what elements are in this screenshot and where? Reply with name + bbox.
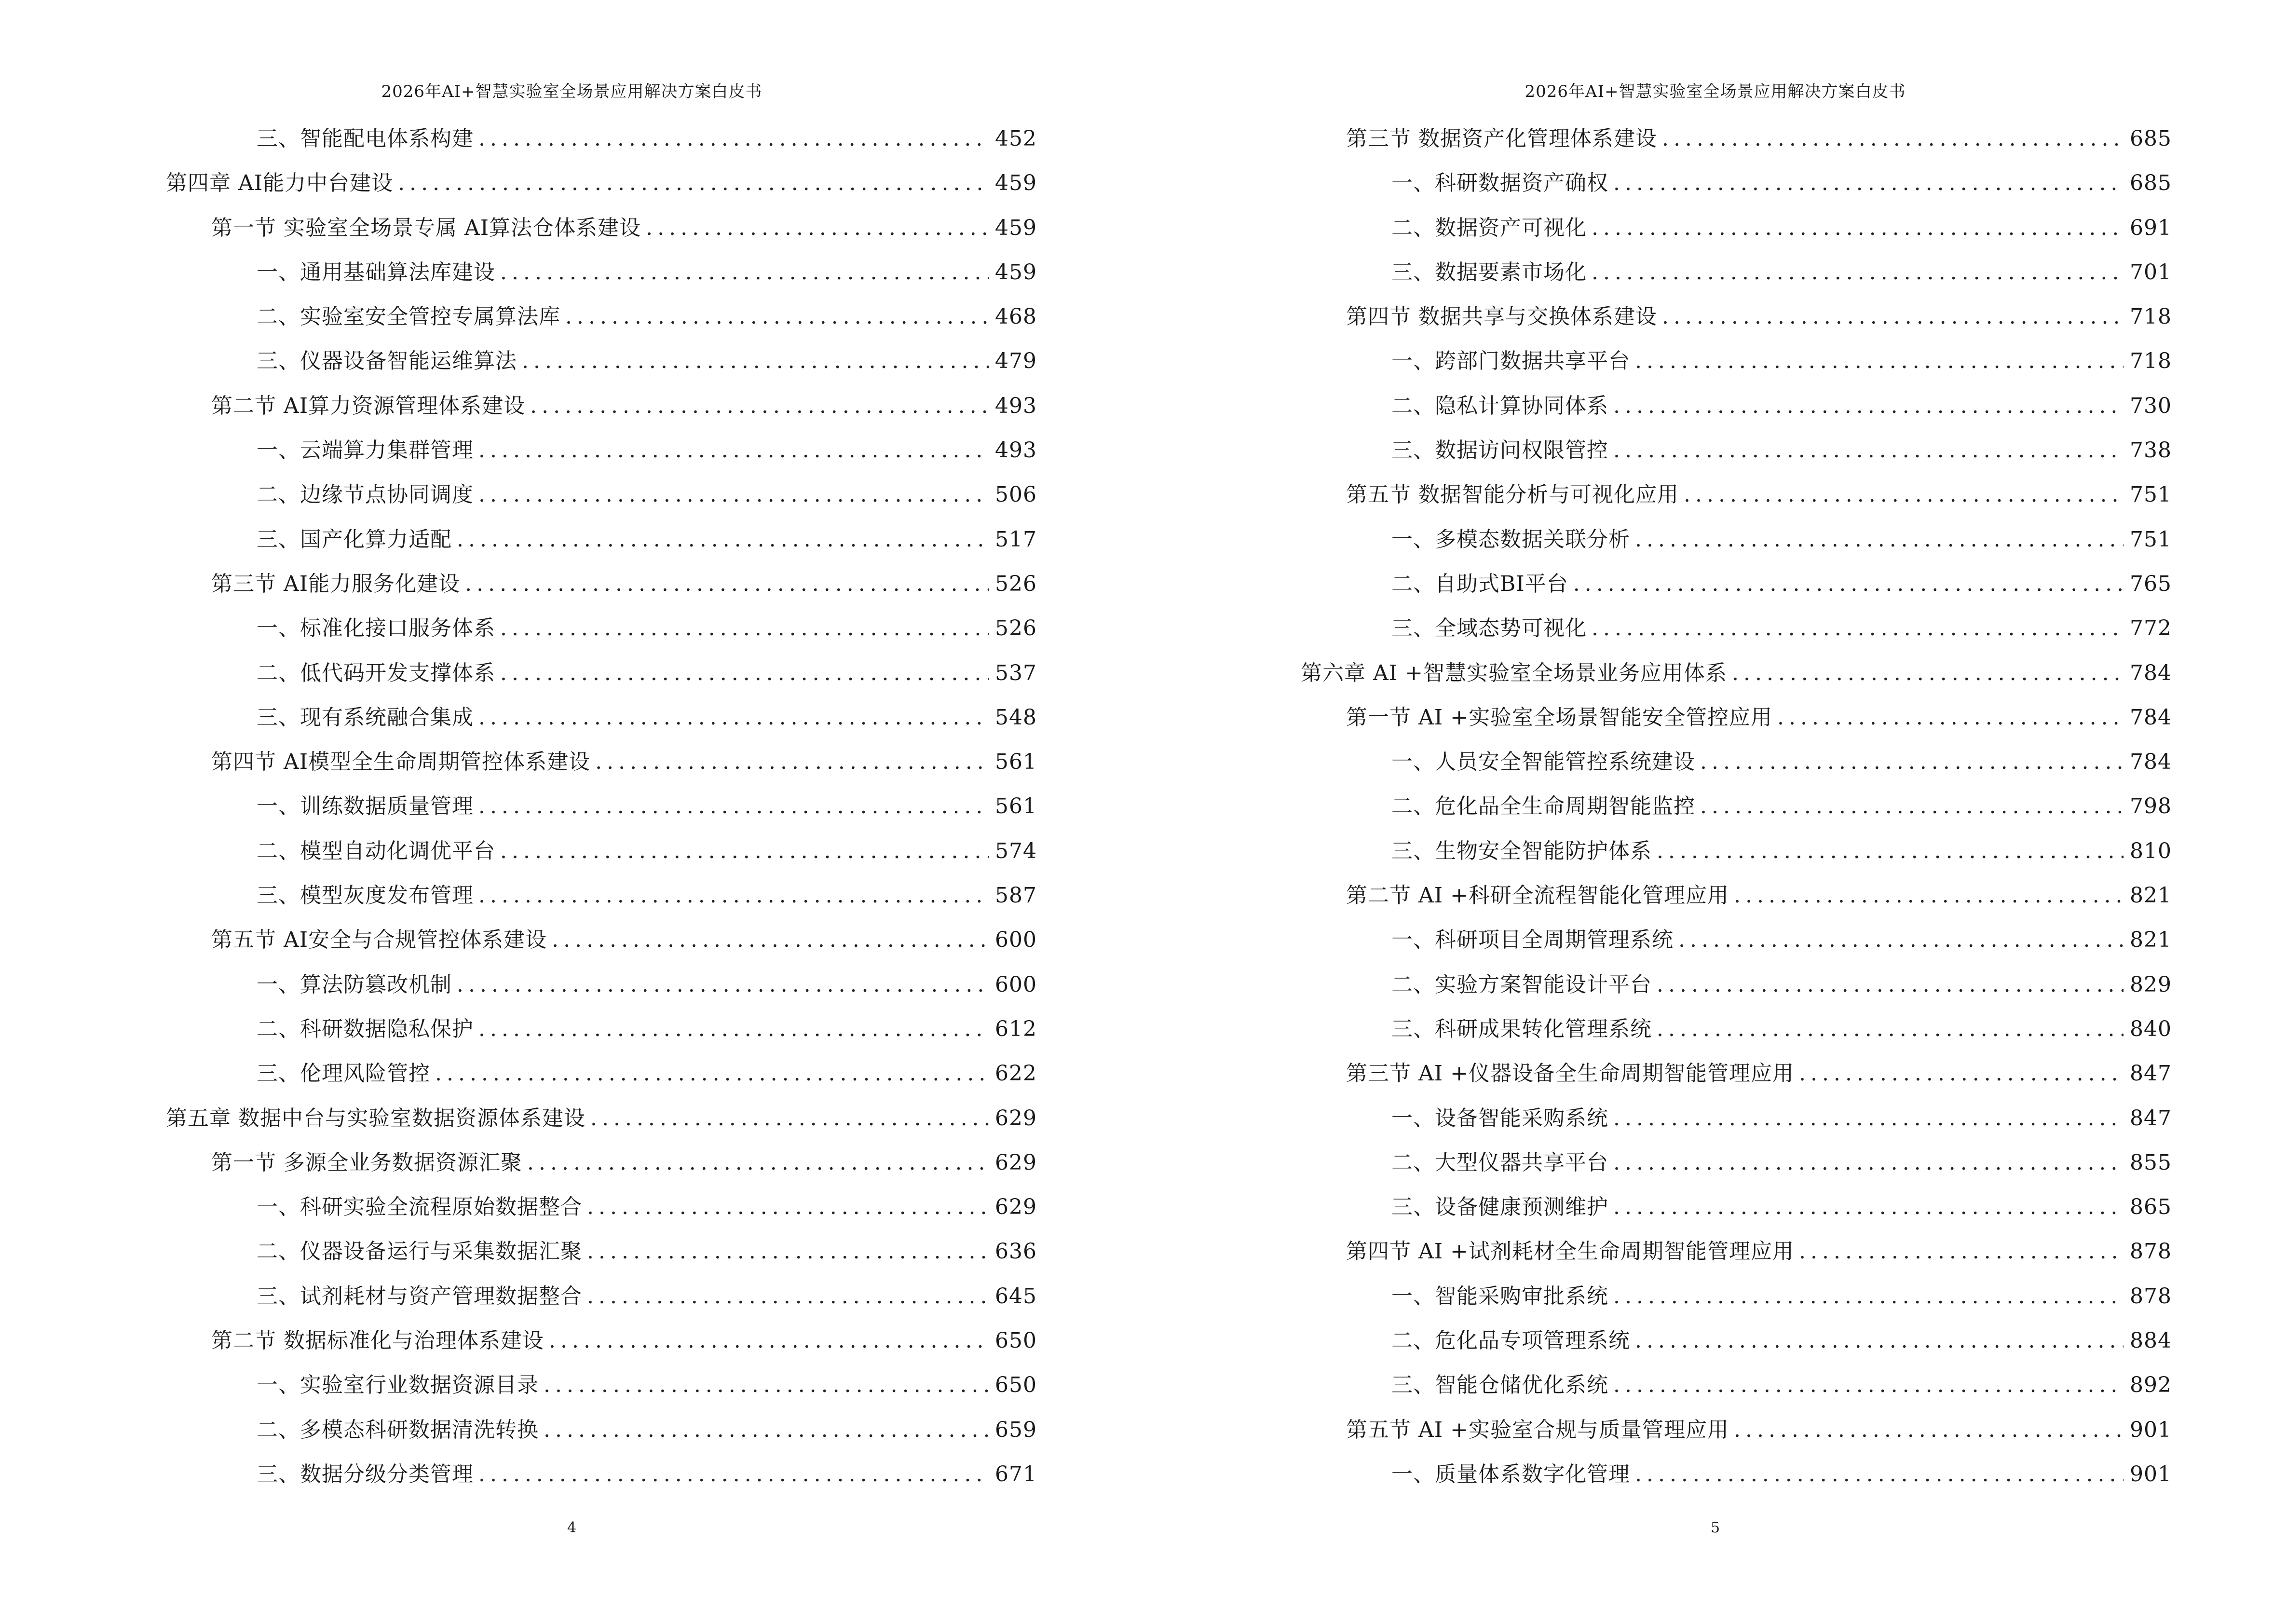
- dot-leader: [1662, 295, 2124, 339]
- toc-entry-page-number: 878: [2130, 1283, 2172, 1309]
- toc-entry-page-number: 810: [2130, 838, 2172, 863]
- toc-entry[interactable]: [166, 384, 1037, 428]
- toc-entry-title: 二、低代码开发支撑体系: [257, 660, 495, 685]
- toc-entry-page-number: 884: [2130, 1328, 2172, 1353]
- toc-entry-title: 三、模型灰度发布管理: [257, 883, 474, 908]
- toc-entry[interactable]: [1301, 1229, 2172, 1274]
- toc-entry-page-number: 629: [995, 1195, 1037, 1220]
- toc-entry-title: 一、标准化接口服务体系: [257, 616, 495, 641]
- dot-leader: [457, 963, 989, 1007]
- toc-entry[interactable]: [166, 250, 1037, 295]
- toc-entry-page-number: 685: [2130, 171, 2172, 196]
- toc-entry-page-number: 636: [995, 1239, 1037, 1264]
- toc-entry-title: 三、试剂耗材与资产管理数据整合: [257, 1283, 582, 1309]
- toc-entry-page-number: 784: [2130, 750, 2172, 775]
- toc-entry[interactable]: [1301, 651, 2172, 696]
- toc-entry[interactable]: [166, 295, 1037, 339]
- toc-entry-title: 三、数据分级分类管理: [257, 1461, 474, 1487]
- dot-leader: [1592, 606, 2124, 651]
- toc-entry[interactable]: [1301, 1141, 2172, 1185]
- toc-entry-page-number: 574: [995, 838, 1037, 863]
- dot-leader: [549, 1319, 989, 1363]
- dot-leader: [1613, 1185, 2124, 1229]
- toc-entry-title: 二、隐私计算协同体系: [1391, 393, 1608, 418]
- toc-entry[interactable]: [1301, 562, 2172, 606]
- dot-leader: [544, 1363, 989, 1407]
- toc-entry-page-number: 784: [2130, 705, 2172, 730]
- toc-entry-page-number: 765: [2130, 571, 2172, 596]
- toc-entry[interactable]: [166, 562, 1037, 606]
- toc-entry[interactable]: [166, 1319, 1037, 1363]
- toc-entry[interactable]: [166, 1452, 1037, 1497]
- dot-leader: [1592, 206, 2124, 250]
- toc-entry-page-number: 784: [2130, 660, 2172, 685]
- toc-entry[interactable]: [1301, 295, 2172, 339]
- toc-entry-page-number: 459: [995, 171, 1037, 196]
- toc-entry-page-number: 671: [995, 1461, 1037, 1487]
- toc-entry-title: 三、现有系统融合集成: [257, 705, 474, 730]
- toc-entry-title: 三、生物安全智能防护体系: [1391, 838, 1652, 863]
- toc-entry-title: 第四节 数据共享与交换体系建设: [1346, 304, 1657, 329]
- dot-leader: [478, 1452, 989, 1497]
- toc-entry-title: 第四节 AI模型全生命周期管控体系建设: [211, 750, 591, 775]
- toc-entry-page-number: 548: [995, 705, 1037, 730]
- toc-entry-page-number: 847: [2130, 1105, 2172, 1131]
- toc-entry[interactable]: [166, 518, 1037, 562]
- toc-entry[interactable]: [1301, 250, 2172, 295]
- toc-entry[interactable]: [166, 606, 1037, 651]
- toc-entry[interactable]: [1301, 1452, 2172, 1497]
- dot-leader: [1734, 873, 2124, 918]
- toc-entry-title: 三、数据访问权限管控: [1391, 438, 1608, 463]
- toc-entry-page-number: 506: [995, 482, 1037, 507]
- dot-leader: [587, 1274, 989, 1319]
- toc-entry[interactable]: [1301, 428, 2172, 473]
- toc-entry[interactable]: [166, 1007, 1037, 1051]
- toc-entry-title: 二、数据资产可视化: [1391, 215, 1587, 240]
- toc-entry-page-number: 718: [2130, 349, 2172, 374]
- toc-entry[interactable]: [166, 784, 1037, 829]
- toc-entry[interactable]: [1301, 117, 2172, 161]
- dot-leader: [1613, 1141, 2124, 1185]
- toc-entry-title: 二、大型仪器共享平台: [1391, 1150, 1608, 1175]
- toc-entry-title: 一、训练数据质量管理: [257, 794, 474, 819]
- dot-leader: [646, 206, 989, 250]
- toc-entry-page-number: 526: [995, 571, 1037, 596]
- toc-entry[interactable]: [166, 1096, 1037, 1141]
- toc-entry-title: 二、实验方案智能设计平台: [1391, 972, 1652, 997]
- toc-entry-page-number: 493: [995, 393, 1037, 418]
- toc-entry-page-number: 821: [2130, 883, 2172, 908]
- toc-entry[interactable]: [166, 1141, 1037, 1185]
- dot-leader: [457, 518, 989, 562]
- dot-leader: [595, 740, 989, 784]
- toc-entry[interactable]: [1301, 1185, 2172, 1229]
- toc-entry[interactable]: [1301, 473, 2172, 517]
- dot-leader: [565, 295, 989, 339]
- toc-entry[interactable]: [166, 873, 1037, 918]
- dot-leader: [478, 1007, 989, 1051]
- toc-entry-title: 二、实验室安全管控专属算法库: [257, 304, 560, 329]
- toc-entry[interactable]: [166, 1408, 1037, 1452]
- toc-entry-title: 一、科研项目全周期管理系统: [1391, 928, 1674, 953]
- toc-entry-page-number: 840: [2130, 1016, 2172, 1041]
- toc-entry[interactable]: [166, 740, 1037, 784]
- toc-entry-title: 第二节 数据标准化与治理体系建设: [211, 1328, 544, 1353]
- toc-entry-title: 一、云端算力集群管理: [257, 438, 474, 463]
- toc-entry[interactable]: [1301, 206, 2172, 250]
- toc-entry-page-number: 650: [995, 1328, 1037, 1353]
- running-header: 2026年AI+智慧实验室全场景应用解决方案白皮书: [1525, 82, 1906, 101]
- toc-entry-page-number: 847: [2130, 1061, 2172, 1086]
- toc-entry[interactable]: [166, 428, 1037, 473]
- dot-leader: [1678, 918, 2124, 962]
- toc-entry[interactable]: [166, 963, 1037, 1007]
- dot-leader: [478, 117, 989, 161]
- toc-entry[interactable]: [1301, 696, 2172, 740]
- toc-entry-page-number: 772: [2130, 616, 2172, 641]
- toc-entry-title: 第五节 AI +实验室合规与质量管理应用: [1346, 1417, 1729, 1442]
- toc-entry-page-number: 691: [2130, 215, 2172, 240]
- dot-leader: [465, 562, 989, 606]
- dot-leader: [500, 651, 989, 696]
- dot-leader: [1734, 1408, 2124, 1452]
- toc-entry-page-number: 645: [995, 1283, 1037, 1309]
- toc-entry-title: 第一节 实验室全场景专属 AI算法仓体系建设: [211, 215, 641, 240]
- toc-entry-title: 二、模型自动化调优平台: [257, 838, 495, 863]
- toc-entry-title: 第三节 数据资产化管理体系建设: [1346, 126, 1657, 151]
- toc-entry-title: 三、智能配电体系构建: [257, 126, 474, 151]
- toc-entry[interactable]: [166, 829, 1037, 873]
- toc-entry-title: 二、科研数据隐私保护: [257, 1016, 474, 1041]
- toc-entry-title: 二、危化品全生命周期智能监控: [1391, 794, 1695, 819]
- toc-entry-page-number: 587: [995, 883, 1037, 908]
- dot-leader: [1657, 963, 2124, 1007]
- toc-entry-title: 一、科研实验全流程原始数据整合: [257, 1195, 582, 1220]
- toc-entry[interactable]: [1301, 339, 2172, 383]
- dot-leader: [478, 696, 989, 740]
- toc-entry[interactable]: [1301, 606, 2172, 651]
- dot-leader: [1635, 1452, 2124, 1497]
- toc-entry-page-number: 561: [995, 750, 1037, 775]
- dot-leader: [478, 473, 989, 517]
- toc-entry[interactable]: [166, 918, 1037, 962]
- toc-entry-title: 一、智能采购审批系统: [1391, 1283, 1608, 1309]
- dot-leader: [1635, 518, 2124, 562]
- dot-leader: [1657, 1007, 2124, 1051]
- dot-leader: [1700, 784, 2124, 829]
- toc-entry-page-number: 751: [2130, 482, 2172, 507]
- toc-entry-title: 第四节 AI +试剂耗材全生命周期智能管理应用: [1346, 1239, 1794, 1264]
- toc-entry-page-number: 526: [995, 616, 1037, 641]
- dot-leader: [1799, 1051, 2124, 1096]
- toc-entry-title: 三、国产化算力适配: [257, 527, 452, 552]
- toc-entry-title: 第五节 AI安全与合规管控体系建设: [211, 928, 547, 953]
- toc-entry-title: 第二节 AI +科研全流程智能化管理应用: [1346, 883, 1729, 908]
- dot-leader: [522, 339, 989, 383]
- toc-entry[interactable]: [166, 161, 1037, 205]
- toc-entry-title: 三、数据要素市场化: [1391, 259, 1587, 285]
- page-number: 4: [567, 1519, 577, 1536]
- toc-entry[interactable]: [1301, 1319, 2172, 1363]
- toc-entry-page-number: 629: [995, 1150, 1037, 1175]
- dot-leader: [478, 784, 989, 829]
- toc-entry[interactable]: [166, 1051, 1037, 1096]
- toc-entry[interactable]: [1301, 1363, 2172, 1407]
- toc-entry[interactable]: [1301, 518, 2172, 562]
- dot-leader: [1573, 562, 2124, 606]
- right-page: [1144, 0, 2287, 1624]
- dot-leader: [1613, 161, 2124, 205]
- dot-leader: [435, 1051, 989, 1096]
- toc-entry[interactable]: [1301, 829, 2172, 873]
- toc-entry-page-number: 612: [995, 1016, 1037, 1041]
- dot-leader: [500, 250, 989, 295]
- dot-leader: [500, 829, 989, 873]
- toc-entry-title: 一、设备智能采购系统: [1391, 1105, 1608, 1131]
- toc-entry-title: 三、伦理风险管控: [257, 1061, 430, 1086]
- toc-entry-page-number: 517: [995, 527, 1037, 552]
- dot-leader: [1657, 829, 2124, 873]
- toc-entry-page-number: 459: [995, 259, 1037, 285]
- toc-entry[interactable]: [166, 1229, 1037, 1274]
- toc-entry[interactable]: [1301, 873, 2172, 918]
- toc-entry[interactable]: [1301, 784, 2172, 829]
- toc-entry[interactable]: [166, 206, 1037, 250]
- toc-entry-title: 三、仪器设备智能运维算法: [257, 349, 517, 374]
- dot-leader: [527, 1141, 989, 1185]
- toc-entry-title: 第三节 AI +仪器设备全生命周期智能管理应用: [1346, 1061, 1794, 1086]
- toc-entry-title: 第五节 数据智能分析与可视化应用: [1346, 482, 1679, 507]
- toc-entry[interactable]: [166, 651, 1037, 696]
- toc-entry-page-number: 878: [2130, 1239, 2172, 1264]
- dot-leader: [590, 1096, 989, 1141]
- dot-leader: [478, 428, 989, 473]
- dot-leader: [530, 384, 989, 428]
- toc-entry-page-number: 650: [995, 1373, 1037, 1398]
- dot-leader: [1613, 384, 2124, 428]
- toc-entry[interactable]: [1301, 384, 2172, 428]
- toc-entry-page-number: 751: [2130, 527, 2172, 552]
- toc-entry-title: 第三节 AI能力服务化建设: [211, 571, 461, 596]
- table-of-contents: [166, 117, 1037, 1497]
- toc-entry-title: 一、多模态数据关联分析: [1391, 527, 1630, 552]
- toc-entry-title: 三、全域态势可视化: [1391, 616, 1587, 641]
- toc-entry[interactable]: [166, 696, 1037, 740]
- toc-entry[interactable]: [1301, 740, 2172, 784]
- toc-entry-title: 二、自助式BI平台: [1391, 571, 1568, 596]
- toc-entry-title: 一、科研数据资产确权: [1391, 171, 1608, 196]
- toc-entry-title: 三、智能仓储优化系统: [1391, 1373, 1608, 1398]
- dot-leader: [587, 1229, 989, 1274]
- dot-leader: [1662, 117, 2124, 161]
- toc-entry-page-number: 798: [2130, 794, 2172, 819]
- toc-entry[interactable]: [1301, 1274, 2172, 1319]
- toc-entry-page-number: 892: [2130, 1373, 2172, 1398]
- toc-entry-title: 二、危化品专项管理系统: [1391, 1328, 1630, 1353]
- toc-entry[interactable]: [1301, 1096, 2172, 1141]
- toc-entry-page-number: 829: [2130, 972, 2172, 997]
- dot-leader: [1777, 696, 2124, 740]
- toc-entry-title: 三、设备健康预测维护: [1391, 1195, 1608, 1220]
- dot-leader: [1635, 1319, 2124, 1363]
- toc-entry[interactable]: [166, 1363, 1037, 1407]
- toc-entry-title: 一、算法防篡改机制: [257, 972, 452, 997]
- toc-entry-title: 二、边缘节点协同调度: [257, 482, 474, 507]
- dot-leader: [1613, 1363, 2124, 1407]
- toc-entry-title: 第五章 数据中台与实验室数据资源体系建设: [166, 1105, 585, 1131]
- toc-entry-page-number: 718: [2130, 304, 2172, 329]
- toc-entry[interactable]: [166, 1274, 1037, 1319]
- dot-leader: [587, 1185, 989, 1229]
- toc-entry-page-number: 561: [995, 794, 1037, 819]
- page-number: 5: [1710, 1519, 1720, 1536]
- dot-leader: [500, 606, 989, 651]
- toc-entry-title: 一、质量体系数字化管理: [1391, 1461, 1630, 1487]
- toc-entry-page-number: 855: [2130, 1150, 2172, 1175]
- toc-entry-title: 一、跨部门数据共享平台: [1391, 349, 1630, 374]
- dot-leader: [1613, 1274, 2124, 1319]
- table-of-contents: [1301, 117, 2172, 1497]
- toc-entry-title: 一、人员安全智能管控系统建设: [1391, 750, 1695, 775]
- dot-leader: [478, 873, 989, 918]
- toc-entry-page-number: 629: [995, 1105, 1037, 1131]
- toc-entry[interactable]: [1301, 963, 2172, 1007]
- dot-leader: [1732, 651, 2124, 696]
- toc-entry-page-number: 901: [2130, 1417, 2172, 1442]
- toc-entry-title: 一、实验室行业数据资源目录: [257, 1373, 539, 1398]
- dot-leader: [1613, 428, 2124, 473]
- toc-entry[interactable]: [1301, 161, 2172, 205]
- toc-entry[interactable]: [166, 339, 1037, 383]
- toc-entry-title: 二、仪器设备运行与采集数据汇聚: [257, 1239, 582, 1264]
- toc-entry-title: 一、通用基础算法库建设: [257, 259, 495, 285]
- dot-leader: [552, 918, 989, 962]
- toc-entry-page-number: 479: [995, 349, 1037, 374]
- toc-entry-title: 第一节 多源全业务数据资源汇聚: [211, 1150, 522, 1175]
- toc-entry-page-number: 730: [2130, 393, 2172, 418]
- toc-entry[interactable]: [1301, 918, 2172, 962]
- toc-entry-page-number: 685: [2130, 126, 2172, 151]
- toc-entry-page-number: 600: [995, 972, 1037, 997]
- toc-entry-page-number: 468: [995, 304, 1037, 329]
- toc-entry[interactable]: [1301, 1007, 2172, 1051]
- toc-entry-page-number: 821: [2130, 928, 2172, 953]
- toc-entry-page-number: 901: [2130, 1461, 2172, 1487]
- toc-entry[interactable]: [166, 1185, 1037, 1229]
- toc-entry-title: 第六章 AI +智慧实验室全场景业务应用体系: [1301, 660, 1727, 685]
- toc-entry-title: 第一节 AI +实验室全场景智能安全管控应用: [1346, 705, 1772, 730]
- toc-entry-title: 第四章 AI能力中台建设: [166, 171, 394, 196]
- toc-entry-page-number: 701: [2130, 259, 2172, 285]
- toc-entry-page-number: 738: [2130, 438, 2172, 463]
- dot-leader: [1684, 473, 2124, 517]
- dot-leader: [1799, 1229, 2124, 1274]
- dot-leader: [544, 1408, 989, 1452]
- toc-entry[interactable]: [1301, 1408, 2172, 1452]
- toc-entry-page-number: 865: [2130, 1195, 2172, 1220]
- toc-entry-title: 三、科研成果转化管理系统: [1391, 1016, 1652, 1041]
- toc-entry-page-number: 622: [995, 1061, 1037, 1086]
- toc-entry[interactable]: [1301, 1051, 2172, 1096]
- toc-entry-page-number: 600: [995, 928, 1037, 953]
- dot-leader: [1700, 740, 2124, 784]
- toc-entry-title: 第二节 AI算力资源管理体系建设: [211, 393, 526, 418]
- toc-entry[interactable]: [166, 473, 1037, 517]
- dot-leader: [1592, 250, 2124, 295]
- toc-entry-title: 二、多模态科研数据清洗转换: [257, 1417, 539, 1442]
- dot-leader: [1635, 339, 2124, 383]
- running-header: 2026年AI+智慧实验室全场景应用解决方案白皮书: [381, 82, 762, 101]
- toc-entry-page-number: 459: [995, 215, 1037, 240]
- dot-leader: [398, 161, 989, 205]
- toc-entry-page-number: 493: [995, 438, 1037, 463]
- toc-entry-page-number: 537: [995, 660, 1037, 685]
- toc-entry-page-number: 452: [995, 126, 1037, 151]
- toc-entry-page-number: 659: [995, 1417, 1037, 1442]
- dot-leader: [1613, 1096, 2124, 1141]
- toc-entry[interactable]: [166, 117, 1037, 161]
